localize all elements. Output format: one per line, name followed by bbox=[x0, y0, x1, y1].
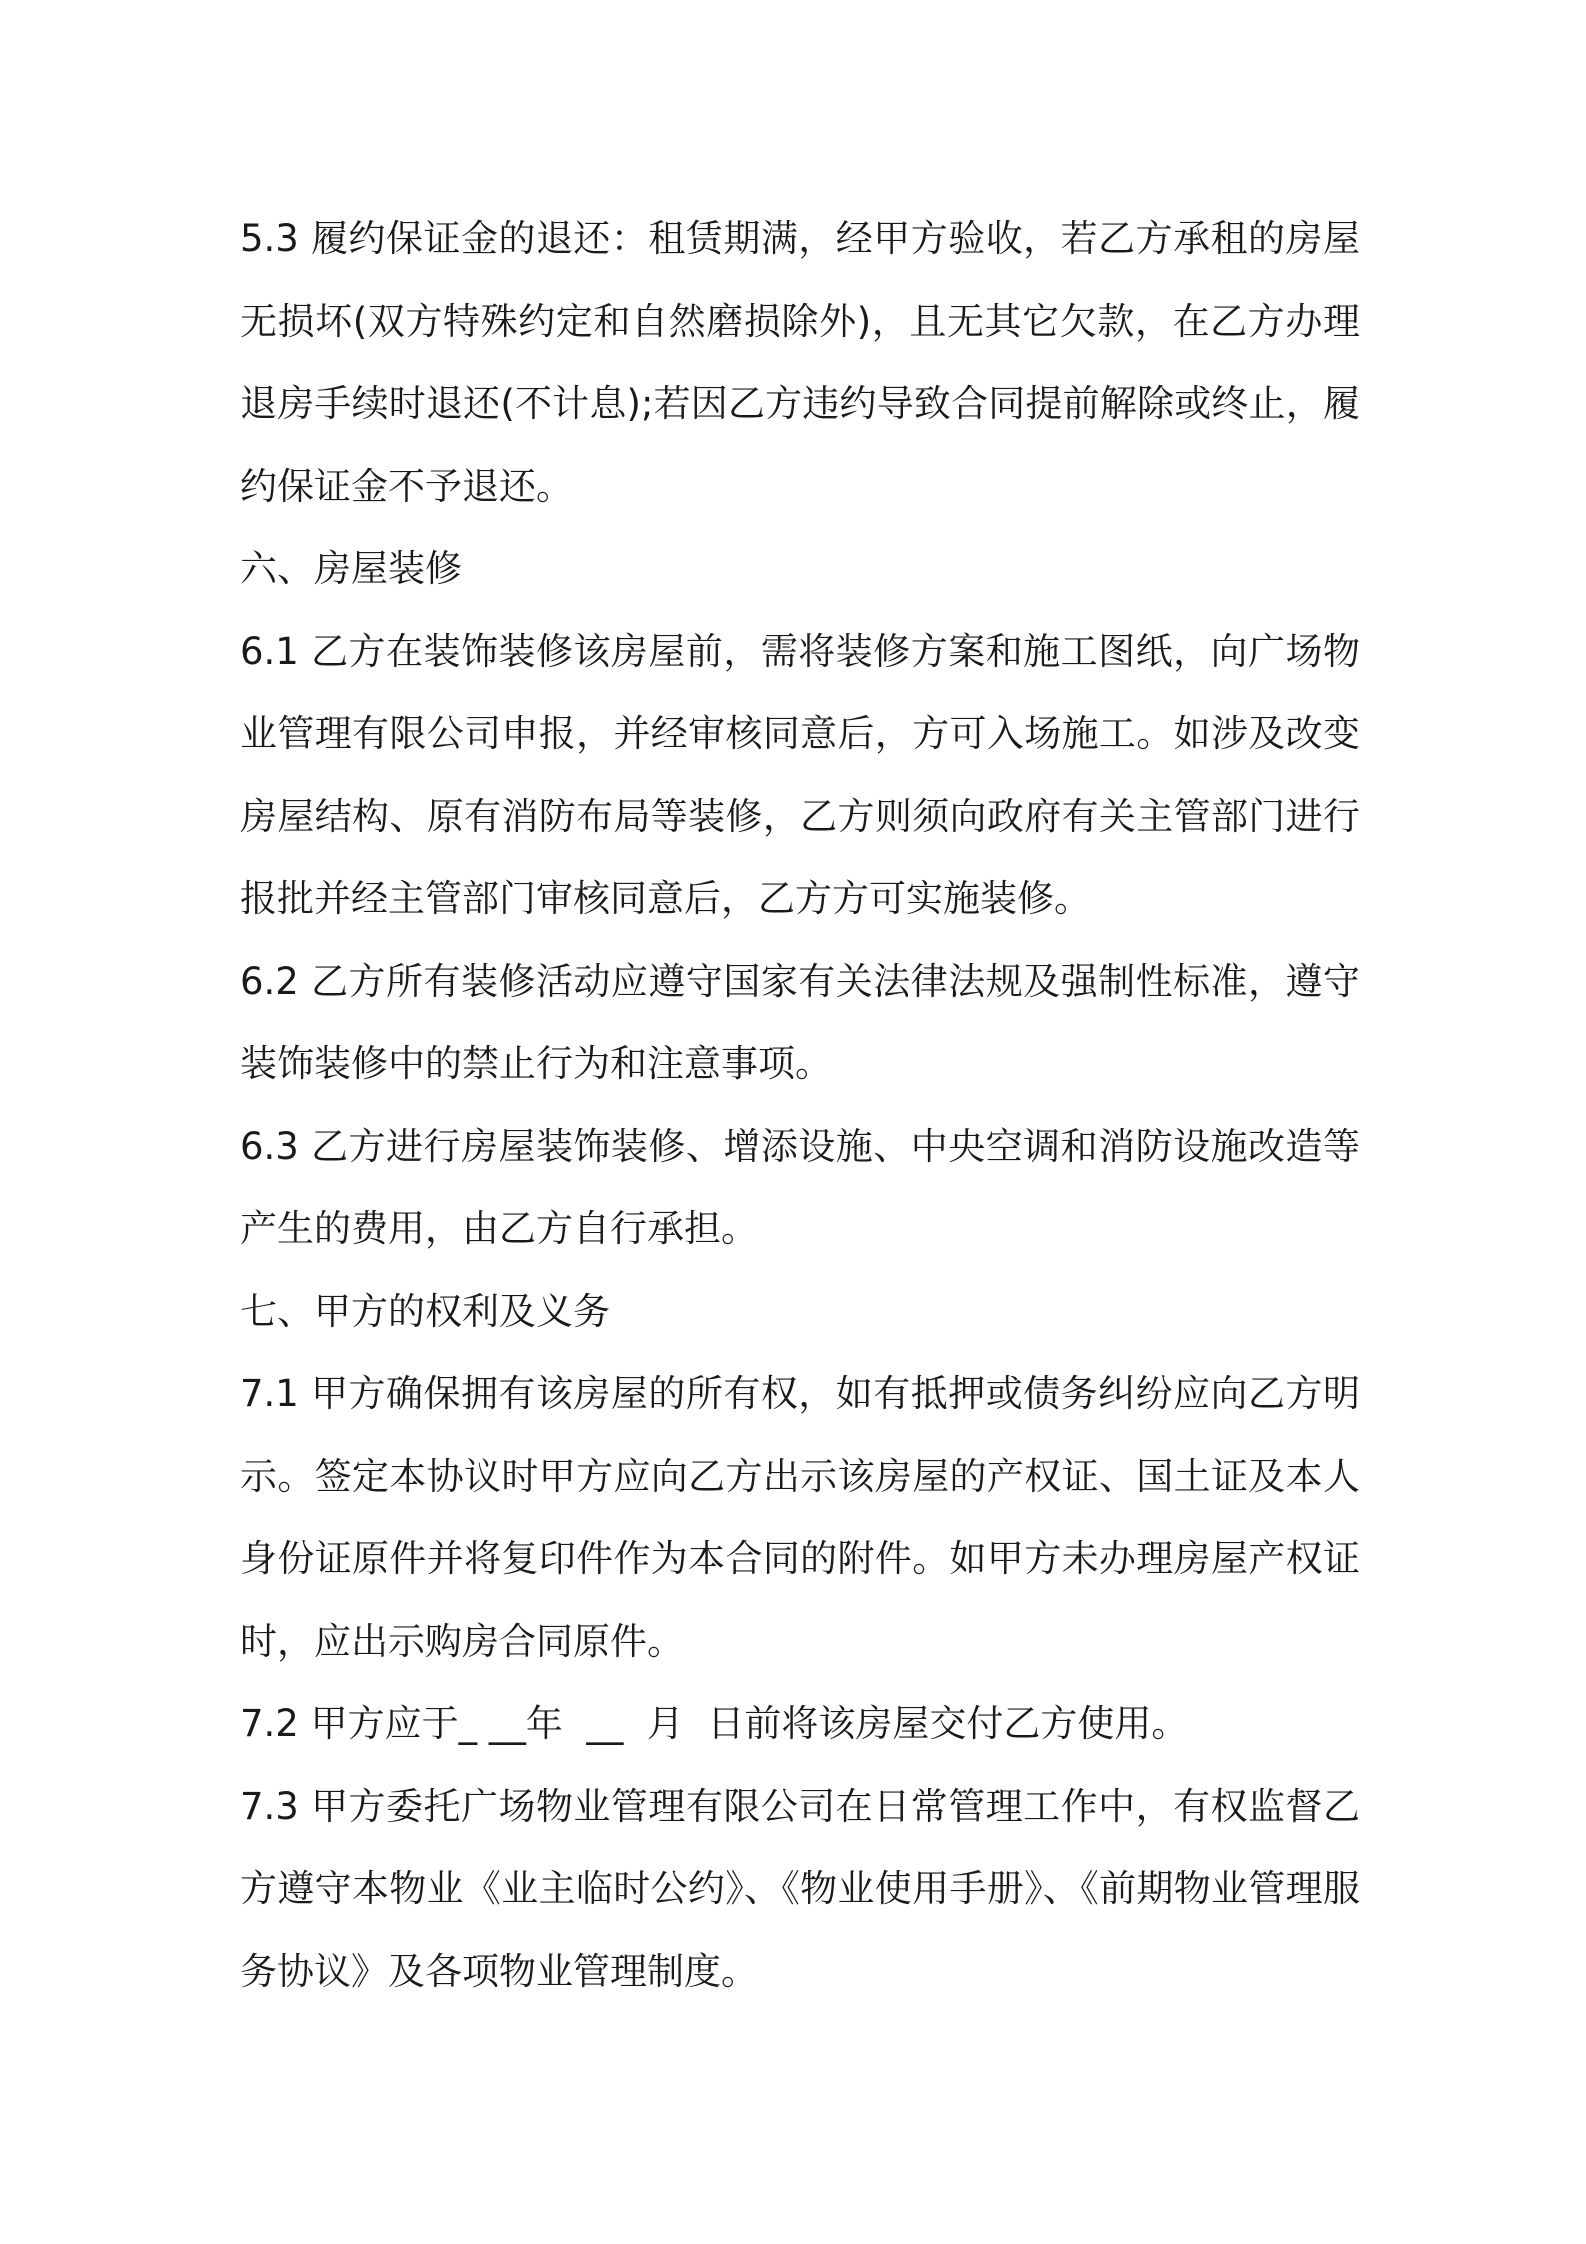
clause-6-2: 6.2 乙方所有装修活动应遵守国家有关法律法规及强制性标准，遵守装饰装修中的禁止行为和注意事项。 bbox=[240, 959, 1360, 1085]
clause-6-3: 6.3 乙方进行房屋装饰装修、增添设施、中央空调和消防设施改造等产生的费用，由乙方自行承担。 bbox=[240, 1124, 1360, 1250]
clause-7-3: 7.3 甲方委托广场物业管理有限公司在日常管理工作中，有权监督乙方遵守本物业《业主临时公约》、《物业使用手册》、《前期物业管理服务协议》及各项物业管理制度。 bbox=[240, 1784, 1360, 1993]
clause-7-1: 7.1 甲方确保拥有该房屋的所有权，如有抵押或债务纠纷应向乙方明示。签定本协议时甲方应向乙方出示该房屋的产权证、国土证及本人身份证原件并将复印件作为本合同的附件。如甲方未办理房屋产权证时，应出示购房合同原件。 bbox=[240, 1372, 1360, 1663]
clause-6-1: 6.1 乙方在装饰装修该房屋前，需将装修方案和施工图纸，向广场物业管理有限公司申报，并经审核同意后，方可入场施工。如涉及改变房屋结构、原有消防布局等装修，乙方则须向政府有关主管部门进行报批并经主管部门审核同意后，乙方方可实施装修。 bbox=[240, 629, 1360, 920]
section-heading-6: 六、房屋装修 bbox=[240, 547, 462, 590]
clause-5-3: 5.3 履约保证金的退还：租赁期满，经甲方验收，若乙方承租的房屋无损坏(双方特殊约定和自然磨损除外)，且无其它欠款，在乙方办理退房手续时退还(不计息);若因乙方违约导致合同提前解除或终止，履约保证金不予退还。 bbox=[240, 217, 1360, 508]
section-heading-7: 七、甲方的权利及义务 bbox=[240, 1289, 610, 1333]
document-body bbox=[240, 198, 1360, 2013]
clause-7-2: 7.2 甲方应于_ __年 __ 月 日前将该房屋交付乙方使用。 bbox=[240, 1702, 1189, 1745]
